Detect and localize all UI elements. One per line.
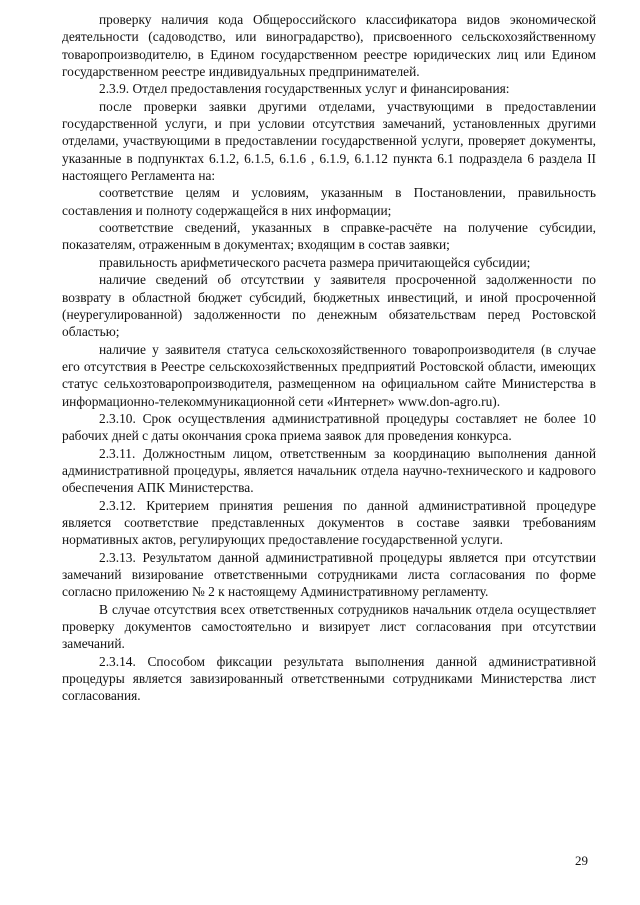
paragraph-absence-case: В случае отсутствия всех ответственных сотрудников начальник отдела осуществляет проверку документов самостоятельно и визирует лист согласования при отсутствии замечаний. <box>62 601 596 652</box>
paragraph-2-3-9-body: после проверки заявки другими отделами, участвующими в предоставлении государственной услуги, и при условии отсутствия замечаний, установленных другими отделами, участвующими в предоставлении государственной услуги, проверяет документы, указанные в подпунктах 6.1.2, 6.1.5, 6.1.6 , 6.1.9, 6.1.12 пункта 6.1 подраздела 6 раздела II настоящего Регламента на: <box>62 98 596 184</box>
list-item-arithmetic: правильность арифметического расчета размера причитающейся субсидии; <box>99 254 531 270</box>
document-body <box>62 11 596 705</box>
list-item-conformity: соответствие целям и условиям, указанным в Постановлении, правильность составления и полноту содержащейся в них информации; <box>62 185 596 218</box>
paragraph-2-3-14: 2.3.14. Способом фиксации результата выполнения данной административной процедуры является завизированный ответственными сотрудниками Министерства лист согласования. <box>62 653 596 704</box>
paragraph-2-3-13: 2.3.13. Результатом данной административной процедуры является при отсутствии замечаний визирование ответственными сотрудниками листа согласования по форме согласно приложению № 2 к настоящему Административному регламенту. <box>62 549 596 600</box>
paragraph-okved-check: проверку наличия кода Общероссийского классификатора видов экономической деятельности (садоводство, или виноградарство), присвоенного сельскохозяйственному товаропроизводителю, в Едином государственном реестре юридических лиц или Едином государственном реестре индивидуальных предпринимателей. <box>62 12 596 80</box>
list-item-producer-status: наличие у заявителя статуса сельскохозяйственного товаропроизводителя (в случае его отсутствия в Реестре сельскохозяйственных предприятий Ростовской области, имеющих статус сельхозтоваропроизводителя, размещенном на официальном сайте Министерства в информационно-телекоммуникационной сети «Интернет» www.don-agro.ru). <box>62 341 596 409</box>
paragraph-2-3-10: 2.3.10. Срок осуществления административной процедуры составляет не более 10 рабочих дней с даты окончания срока приема заявок для проведения конкурса. <box>62 410 596 444</box>
page-number: 29 <box>575 853 588 868</box>
paragraph-2-3-12: 2.3.12. Критерием принятия решения по данной административной процедуре является соответствие представленных документов в составе заявки требованиям нормативных актов, регулирующих предоставление государственной услуги. <box>62 497 596 548</box>
list-item-debt-info: наличие сведений об отсутствии у заявителя просроченной задолженности по возврату в областной бюджет субсидий, бюджетных инвестиций, и иной просроченной (неурегулированной) задолженности по денежным обязательствам перед Ростовской областью; <box>62 272 596 340</box>
list-item-calculation-info: соответствие сведений, указанных в справке-расчёте на получение субсидии, показателям, отраженным в документах; входящим в состав заявки; <box>62 220 596 253</box>
paragraph-2-3-11: 2.3.11. Должностным лицом, ответственным за координацию выполнения данной административной процедуры, является начальник отдела научно-технического и кадрового обеспечения АПК Министерства. <box>62 445 596 496</box>
paragraph-2-3-9-heading: 2.3.9. Отдел предоставления государственных услуг и финансирования: <box>99 81 510 97</box>
